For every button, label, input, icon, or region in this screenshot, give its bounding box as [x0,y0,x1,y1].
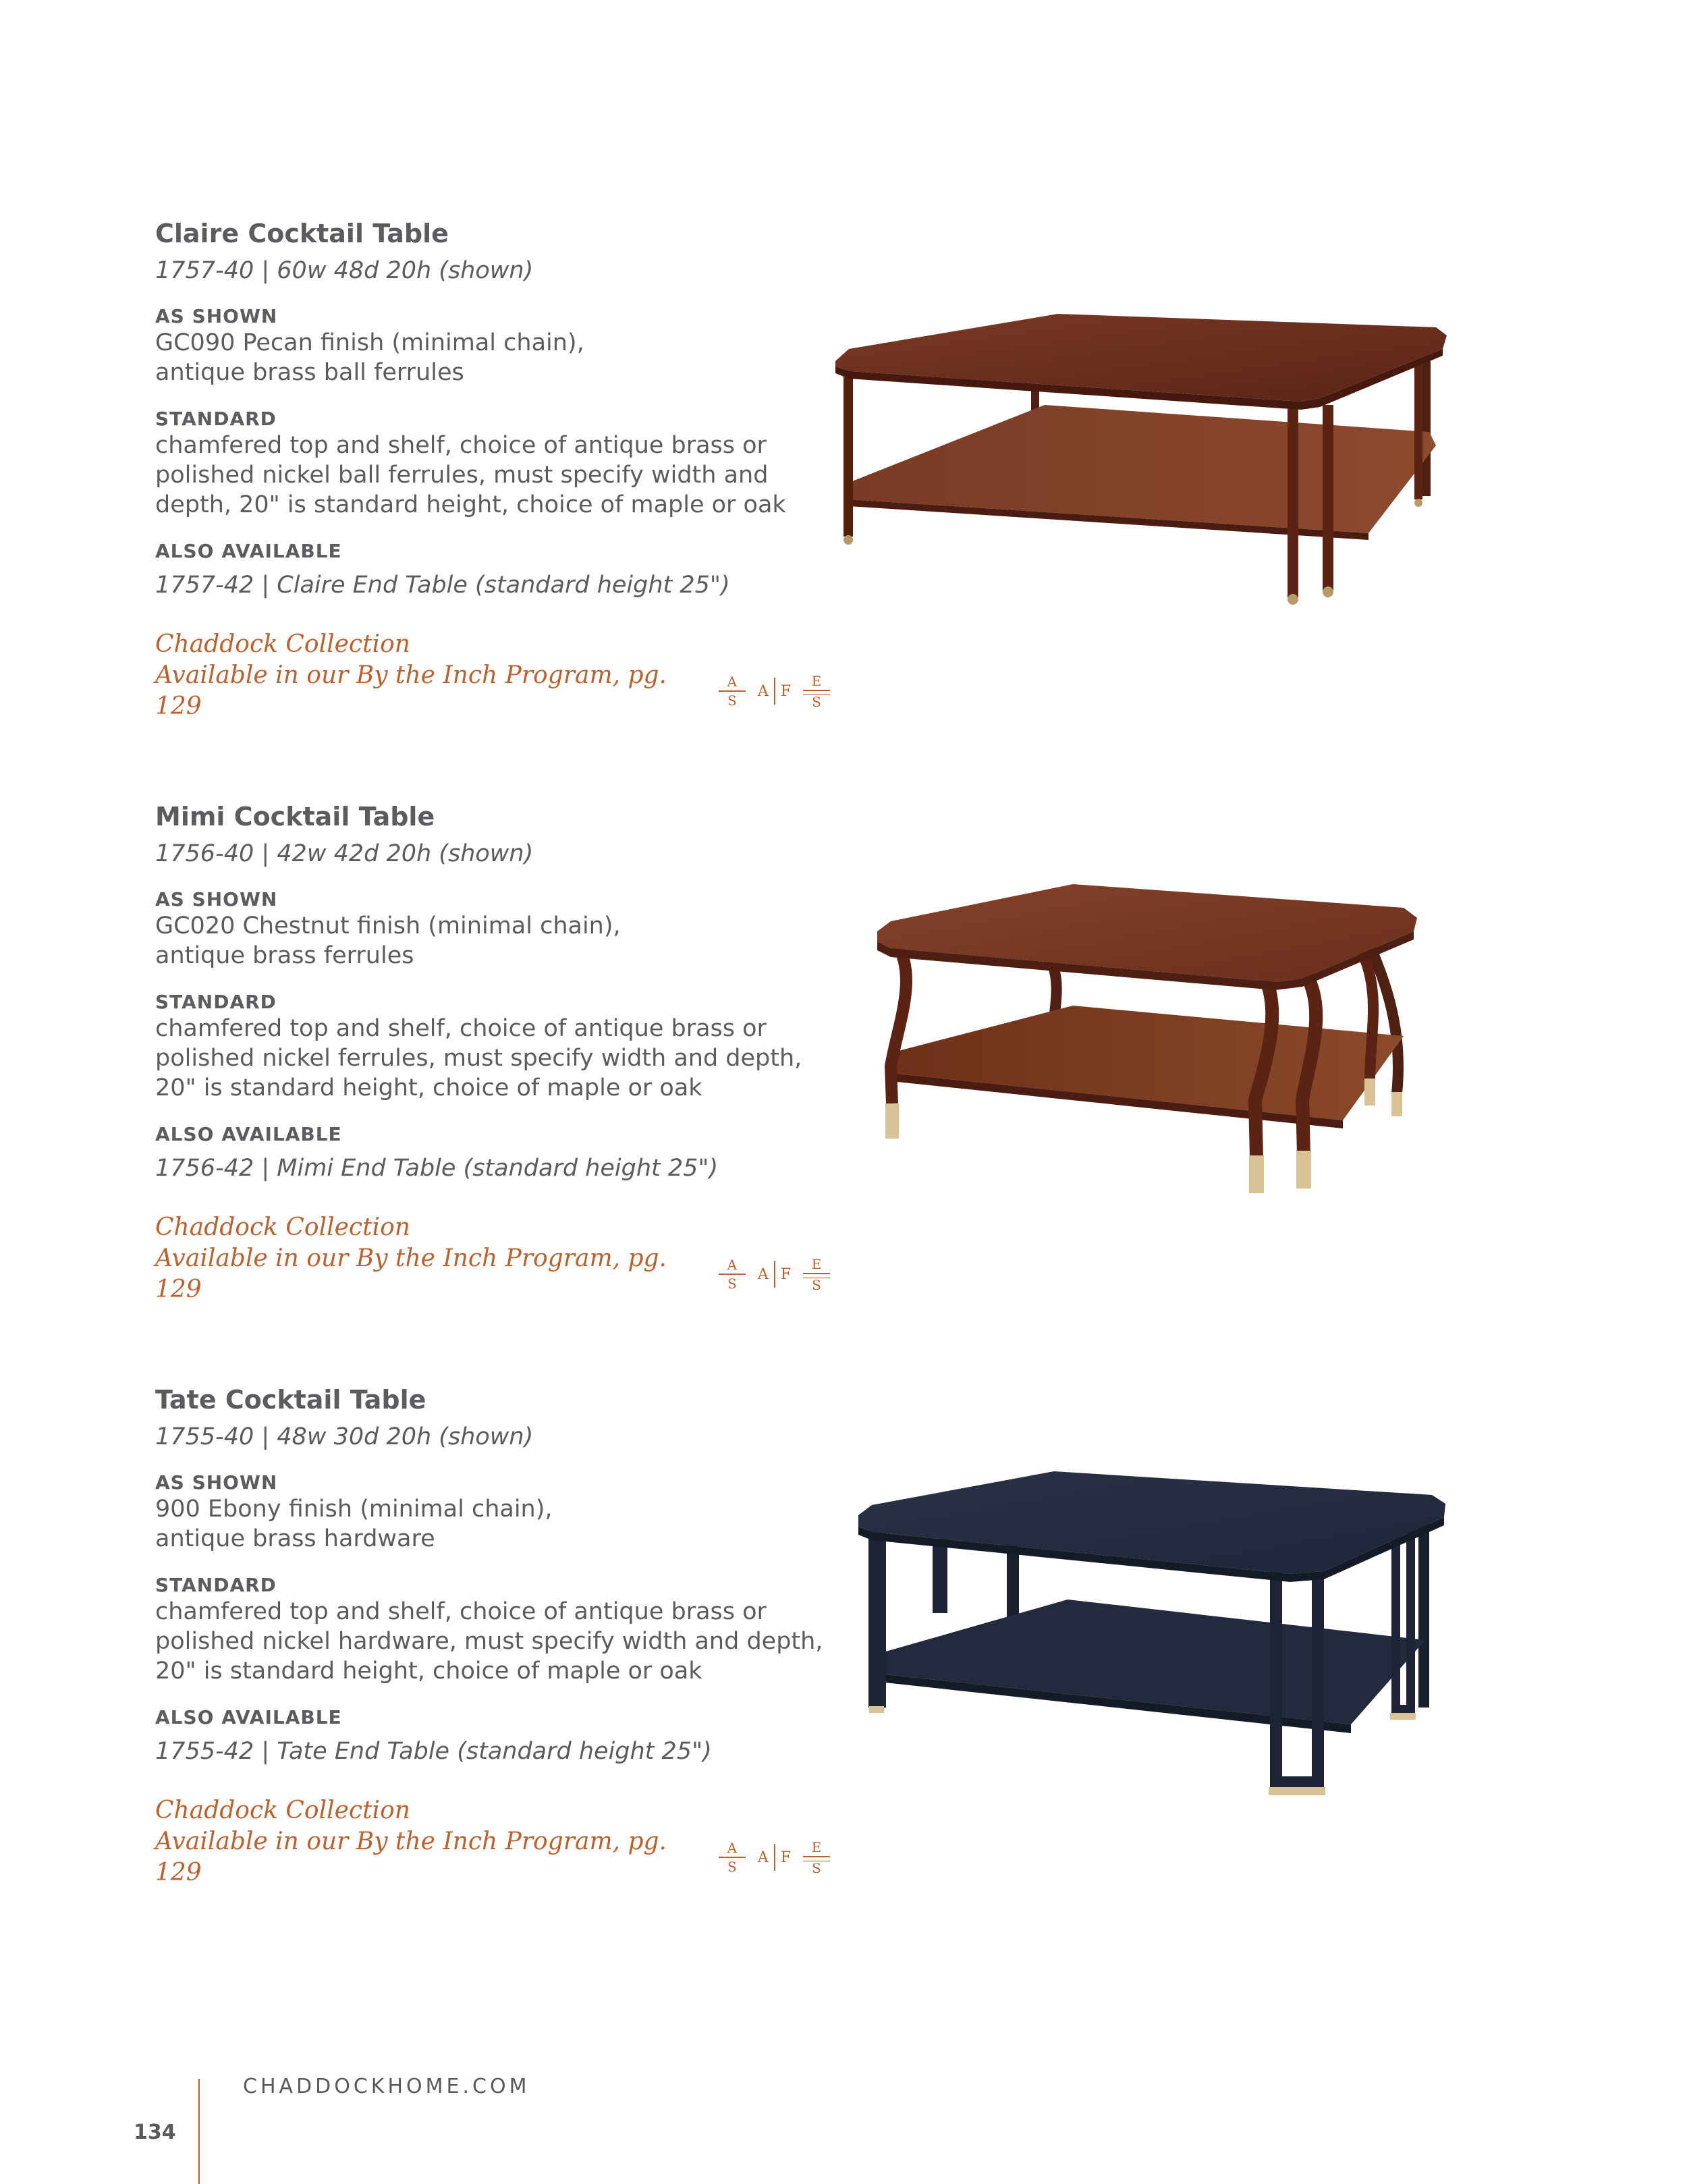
footer-website: CHADDOCKHOME.COM [243,2075,530,2098]
product-dimensions: 1757-40 | 60w 48d 20h (shown) [155,257,534,284]
es-badge-icon: $\frac{E}{S}$ [803,1840,830,1875]
as-shown-label: AS SHOWN [155,305,278,327]
standard-label: STANDARD [155,991,277,1013]
claire-table-image [829,307,1449,618]
also-available-text: 1755-42 | Tate End Table (standard height 25") [155,1738,712,1765]
product-title: Tate Cocktail Table [155,1385,426,1415]
standard-text: polished nickel ferrules, must specify width and depth, [155,1045,802,1072]
as-shown-text: antique brass ferrules [155,942,414,969]
as-shown-label: AS SHOWN [155,888,278,910]
also-available-label: ALSO AVAILABLE [155,1706,342,1728]
standard-text: polished nickel hardware, must specify width and depth, [155,1628,823,1655]
es-badge-icon: $\frac{E}{S}$ [803,1257,830,1292]
as-shown-text: GC090 Pecan finish (minimal chain), [155,329,584,356]
mimi-table-image [870,877,1437,1228]
also-available-label: ALSO AVAILABLE [155,540,342,562]
af-badge-icon: A F [758,1261,791,1288]
also-available-text: 1756-42 | Mimi End Table (standard height 25") [155,1155,719,1182]
as-shown-text: antique brass hardware [155,1525,435,1552]
standard-label: STANDARD [155,408,277,430]
product-tate [155,1382,830,1888]
page-number: 134 [134,2121,176,2144]
as-shown-text: 900 Ebony finish (minimal chain), [155,1496,553,1523]
program-badges [719,1257,830,1292]
program-note: Available in our By the Inch Program, pg. 129 [155,661,667,720]
collection-name: Chaddock Collection [155,630,410,658]
program-badges [719,674,830,709]
product-mimi [155,799,830,1305]
also-available-label: ALSO AVAILABLE [155,1123,342,1145]
program-badges [719,1840,830,1875]
also-available-text: 1757-42 | Claire End Table (standard height 25") [155,572,730,599]
as-badge-icon: $\frac{A}{S}$ [719,675,746,707]
footer-divider [198,2079,200,2184]
af-badge-icon: A F [758,1844,791,1871]
standard-text: 20" is standard height, choice of maple or oak [155,1658,702,1685]
as-shown-text: antique brass ball ferrules [155,359,464,386]
standard-text: chamfered top and shelf, choice of antique brass or [155,432,767,459]
collection-name: Chaddock Collection [155,1797,410,1824]
program-note: Available in our By the Inch Program, pg. 129 [155,1828,667,1886]
product-dimensions: 1755-40 | 48w 30d 20h (shown) [155,1423,534,1450]
program-note: Available in our By the Inch Program, pg. 129 [155,1245,667,1303]
as-badge-icon: $\frac{A}{S}$ [719,1258,746,1290]
as-badge-icon: $\frac{A}{S}$ [719,1841,746,1874]
standard-text: chamfered top and shelf, choice of antique brass or [155,1598,767,1625]
product-title: Mimi Cocktail Table [155,802,435,831]
af-badge-icon: A F [758,678,791,705]
standard-text: 20" is standard height, choice of maple or oak [155,1074,702,1101]
standard-text: depth, 20" is standard height, choice of maple or oak [155,491,786,518]
standard-label: STANDARD [155,1574,277,1596]
product-dimensions: 1756-40 | 42w 42d 20h (shown) [155,840,534,867]
product-claire [155,216,830,722]
as-shown-label: AS SHOWN [155,1471,278,1494]
product-title: Claire Cocktail Table [155,219,449,248]
standard-text: polished nickel ball ferrules, must specify width and [155,462,769,489]
standard-text: chamfered top and shelf, choice of antique brass or [155,1015,767,1042]
as-shown-text: GC020 Chestnut finish (minimal chain), [155,912,621,939]
tate-table-image [852,1465,1459,1822]
collection-name: Chaddock Collection [155,1213,410,1241]
es-badge-icon: $\frac{E}{S}$ [803,674,830,709]
